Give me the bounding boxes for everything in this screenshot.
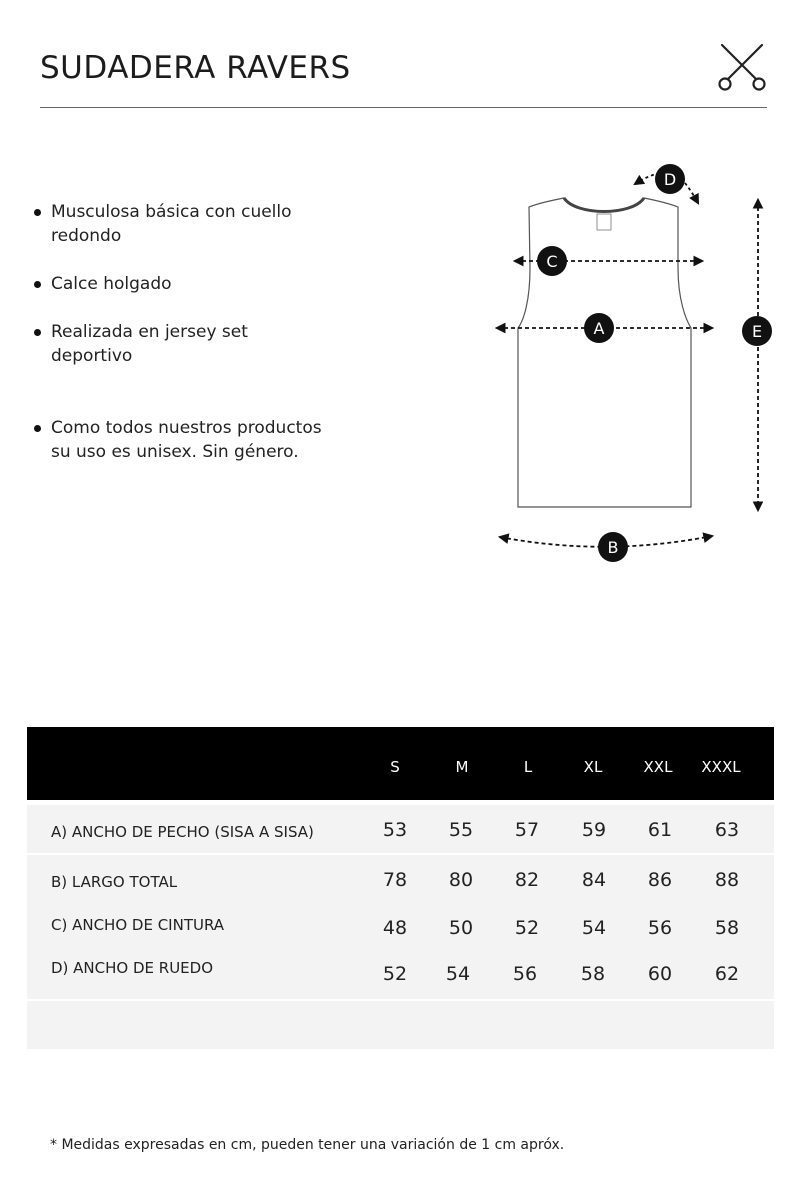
table-row bbox=[27, 855, 774, 903]
cell-value: 50 bbox=[448, 917, 474, 939]
label-c: C bbox=[546, 252, 558, 271]
cell-value: 54 bbox=[445, 963, 471, 985]
cell-value: 62 bbox=[714, 963, 740, 985]
label-a-badge bbox=[584, 313, 614, 343]
label-e-badge bbox=[742, 316, 772, 346]
feature-item bbox=[34, 320, 334, 368]
cell-value: 52 bbox=[514, 917, 540, 939]
cell-value: 78 bbox=[382, 869, 408, 891]
size-col-xxxl: XXXL bbox=[701, 758, 741, 776]
row-label: A) ANCHO DE PECHO (SISA A SISA) bbox=[51, 823, 314, 841]
cell-value: 80 bbox=[448, 869, 474, 891]
scissors-icon bbox=[716, 42, 768, 92]
table-row bbox=[27, 903, 774, 951]
feature-text: Musculosa básica con cuello redondo bbox=[51, 202, 292, 246]
bullet-icon bbox=[34, 209, 41, 216]
cell-value: 59 bbox=[581, 819, 607, 841]
size-table-header bbox=[27, 727, 774, 800]
row-label: B) LARGO TOTAL bbox=[51, 873, 178, 891]
size-col-xxl: XXL bbox=[643, 758, 673, 776]
footnote: * Medidas expresadas en cm, pueden tener una variación de 1 cm apróx. bbox=[50, 1137, 565, 1153]
page-title: SUDADERA RAVERS bbox=[40, 50, 351, 86]
cell-value: 61 bbox=[647, 819, 673, 841]
row-label: D) ANCHO DE RUEDO bbox=[51, 959, 214, 977]
label-b: B bbox=[607, 538, 619, 557]
tank-top-outline bbox=[518, 198, 691, 507]
row-label: C) ANCHO DE CINTURA bbox=[51, 916, 225, 934]
table-row bbox=[27, 805, 774, 853]
size-col-s: S bbox=[390, 758, 400, 776]
feature-text: Realizada en jersey set deportivo bbox=[51, 322, 248, 366]
size-col-l: L bbox=[523, 758, 533, 776]
cell-value: 84 bbox=[581, 869, 607, 891]
label-c-badge bbox=[537, 246, 567, 276]
cell-value: 63 bbox=[714, 819, 740, 841]
label-b-badge bbox=[598, 532, 628, 562]
label-a: A bbox=[593, 319, 605, 338]
label-e: E bbox=[751, 322, 763, 341]
feature-text: Como todos nuestros productos su uso es unisex. Sin género. bbox=[51, 418, 322, 462]
cell-value: 56 bbox=[512, 963, 538, 985]
cell-value: 58 bbox=[714, 917, 740, 939]
label-d-badge bbox=[655, 164, 685, 194]
size-col-xl: XL bbox=[583, 758, 603, 776]
cell-value: 53 bbox=[382, 819, 408, 841]
feature-item bbox=[34, 200, 334, 248]
garment-diagram bbox=[480, 150, 790, 590]
feature-item bbox=[34, 272, 334, 296]
cell-value: 56 bbox=[647, 917, 673, 939]
table-row bbox=[27, 951, 774, 999]
cell-value: 60 bbox=[647, 963, 673, 985]
label-d: D bbox=[663, 170, 677, 189]
cell-value: 82 bbox=[514, 869, 540, 891]
cell-value: 48 bbox=[382, 917, 408, 939]
cell-value: 54 bbox=[581, 917, 607, 939]
feature-item bbox=[34, 416, 334, 464]
feature-text: Calce holgado bbox=[51, 274, 172, 294]
cell-value: 55 bbox=[448, 819, 474, 841]
bullet-icon bbox=[34, 329, 41, 336]
size-col-m: M bbox=[455, 758, 469, 776]
cell-value: 58 bbox=[580, 963, 606, 985]
table-row-empty bbox=[27, 1001, 774, 1049]
cell-value: 52 bbox=[382, 963, 408, 985]
cell-value: 86 bbox=[647, 869, 673, 891]
bullet-icon bbox=[34, 281, 41, 288]
cell-value: 57 bbox=[514, 819, 540, 841]
neck-tag bbox=[597, 214, 611, 230]
header-divider bbox=[40, 107, 767, 108]
cell-value: 88 bbox=[714, 869, 740, 891]
bullet-icon bbox=[34, 425, 41, 432]
